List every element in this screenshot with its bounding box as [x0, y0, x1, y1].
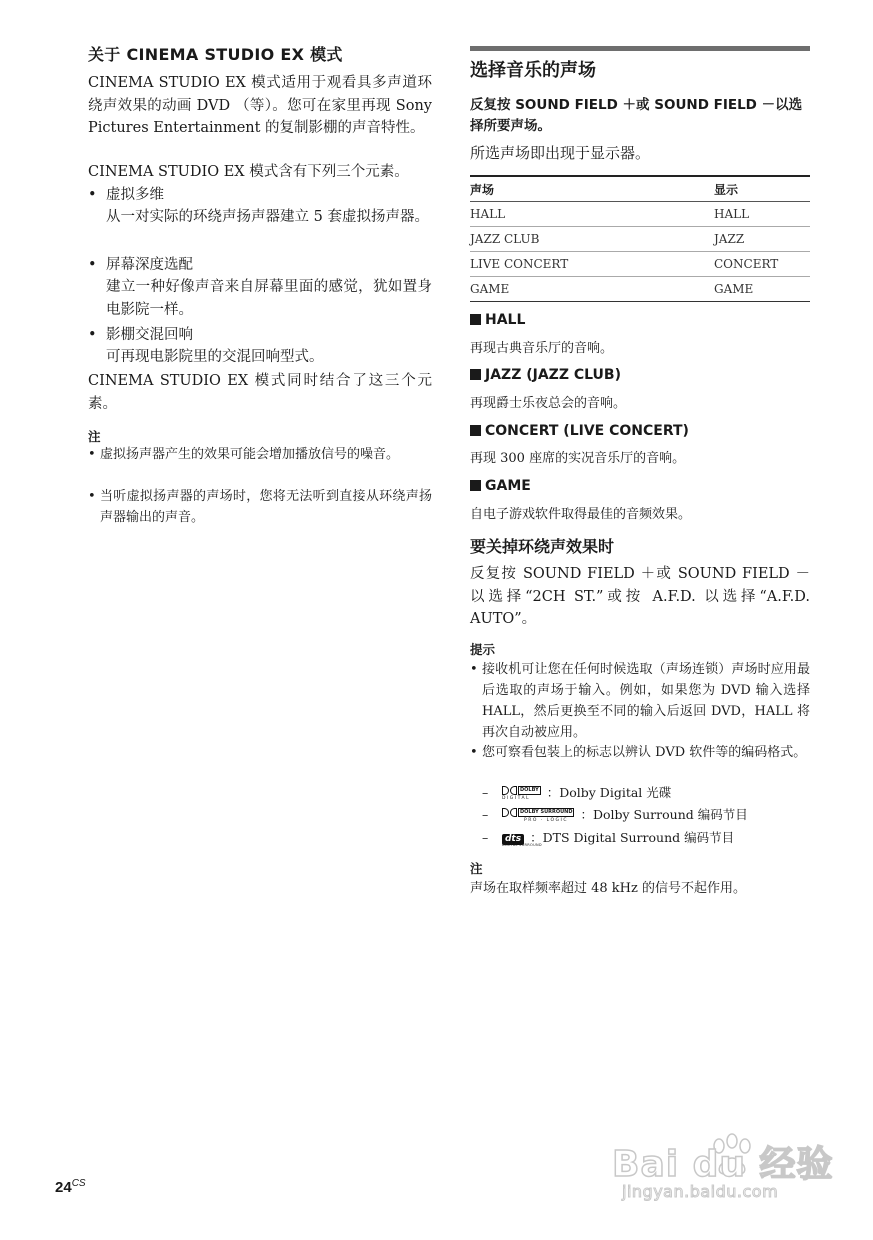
- square-bullet-icon: [470, 369, 481, 380]
- logo-caption: ：Dolby Digital 光碟: [546, 785, 672, 800]
- sound-field-instruction: 反复按 SOUND FIELD ＋或 SOUND FIELD －以选择所要声场。: [470, 97, 803, 134]
- note-heading: 注: [88, 429, 101, 444]
- section-top-bar: [470, 46, 810, 51]
- square-bullet-icon: [470, 314, 481, 325]
- mode-heading-hall: [470, 312, 525, 328]
- dash: –: [482, 785, 489, 800]
- dolby-surround-logo-icon: [502, 808, 575, 823]
- bullet-dot: •: [470, 745, 478, 760]
- cinema-studio-heading: 关于 CINEMA STUDIO EX 模式: [88, 45, 343, 64]
- baidu-watermark: [612, 1128, 832, 1208]
- element-desc: 从一对实际的环绕声扬声器建立 5 套虚拟扬声器。: [106, 209, 429, 225]
- bullet-dot: •: [470, 662, 478, 677]
- table-cell: CONCERT: [714, 252, 810, 277]
- mode-title: HALL: [485, 312, 526, 328]
- table-header-sound-field: 声场: [470, 176, 714, 202]
- cinema-studio-intro: CINEMA STUDIO EX 模式适用于观看具多声道环绕声效果的动画 DVD （等）。您可在家里再现 Sony Pictures Entertainment 的复制影棚的声音特性。: [88, 75, 432, 136]
- mode-title: CONCERT (LIVE CONCERT): [485, 423, 689, 439]
- sound-field-table: [470, 175, 810, 302]
- bullet-dot: •: [88, 447, 96, 462]
- note-text: 虚拟扬声器产生的效果可能会增加播放信号的噪音。: [100, 447, 400, 462]
- cinema-studio-combine: CINEMA STUDIO EX 模式同时结合了这三个元素。: [88, 373, 432, 412]
- mode-desc-concert: 再现 300 座席的实况音乐厅的音响。: [470, 451, 686, 466]
- sound-field-heading: 选择音乐的声场: [470, 60, 596, 81]
- table-cell: LIVE CONCERT: [470, 252, 714, 277]
- table-cell: GAME: [470, 282, 510, 296]
- table-cell: GAME: [714, 282, 754, 296]
- logo-caption: ：Dolby Surround 编码节目: [580, 807, 748, 822]
- tip-text: 接收机可让您在任何时候选取（声场连锁）声场时应用最后选取的声场于输入。例如，如果您为 DVD 输入选择 HALL，然后更换至不同的输入后返回 DVD，HALL 将再次自动被应用。: [482, 662, 810, 740]
- table-header-row: [470, 176, 810, 202]
- table-cell: JAZZ CLUB: [470, 227, 714, 252]
- bullet-dot: •: [88, 187, 97, 203]
- page-number-suffix: CS: [71, 1178, 86, 1189]
- watermark-url: jingyan.baidu.com: [622, 1182, 779, 1201]
- mode-heading-jazz: [470, 367, 621, 383]
- mode-title: GAME: [485, 478, 531, 494]
- table-cell: HALL: [714, 202, 810, 227]
- dolby-digital-logo-icon: [502, 786, 541, 801]
- sound-field-shown-text: 所选声场即出现于显示器。: [470, 144, 651, 162]
- logo-sub-text: DIGITAL: [501, 796, 531, 801]
- double-d-left: [502, 786, 509, 795]
- dash: –: [482, 807, 489, 822]
- tips-heading: 提示: [470, 642, 496, 657]
- mode-desc-jazz: 再现爵士乐夜总会的音响。: [470, 396, 627, 411]
- tip-text: 您可察看包装上的标志以辨认 DVD 软件等的编码格式。: [482, 745, 807, 760]
- mode-desc-game: 自电子游戏软件取得最佳的音频效果。: [470, 507, 692, 522]
- double-d-left: [502, 808, 509, 817]
- table-row: [470, 277, 810, 302]
- note2-heading: 注: [470, 861, 483, 876]
- element-desc: 建立一种好像声音来自屏幕里面的感觉，犹如置身电影院一样。: [106, 279, 432, 318]
- mode-desc-hall: 再现古典音乐厅的音响。: [470, 341, 614, 356]
- page-number: [55, 1178, 86, 1196]
- dash: –: [482, 830, 489, 845]
- logo-caption: ：DTS Digital Surround 编码节目: [530, 830, 735, 845]
- double-d-right: [510, 808, 517, 817]
- table-row: [470, 202, 810, 227]
- cinema-studio-elements-intro: CINEMA STUDIO EX 模式含有下列三个元素。: [88, 164, 409, 180]
- turn-off-heading: 要关掉环绕声效果时: [470, 537, 615, 556]
- logo-box-text: dts: [502, 834, 524, 845]
- element-title: 屏幕深度选配: [106, 257, 193, 273]
- table-cell: HALL: [470, 202, 714, 227]
- mode-heading-concert: [470, 423, 689, 439]
- square-bullet-icon: [470, 425, 481, 436]
- logo-sub-text: PRO · LOGIC: [523, 818, 569, 823]
- note-text: 当听虚拟扬声器的声场时，您将无法听到直接从环绕声扬声器输出的声音。: [100, 489, 432, 525]
- bullet-dot: •: [88, 327, 97, 343]
- element-desc: 可再现电影院里的交混回响型式。: [106, 349, 324, 365]
- double-d-right: [510, 786, 517, 795]
- note2-text: 声场在取样频率超过 48 kHz 的信号不起作用。: [470, 881, 747, 896]
- bullet-dot: •: [88, 257, 97, 273]
- logo-row-dolby-digital: [482, 783, 671, 803]
- logo-box-text: DOLBY SURROUND: [519, 809, 573, 815]
- bullet-dot: •: [88, 489, 96, 504]
- logo-sub-text: DIGITAL SURROUND: [501, 843, 542, 847]
- turn-off-text: 反复按 SOUND FIELD ＋或 SOUND FIELD － 以选择“2CH ST.”或按 A.F.D. 以选择“A.F.D. AUTO”。: [470, 566, 810, 627]
- element-title: 影棚交混回响: [106, 327, 193, 343]
- element-title: 虚拟多维: [106, 187, 164, 203]
- square-bullet-icon: [470, 480, 481, 491]
- page-number-value: 24: [55, 1179, 72, 1196]
- logo-box-text: DOLBY: [519, 787, 539, 793]
- table-row: [470, 252, 810, 277]
- mode-heading-game: [470, 478, 531, 494]
- table-header-display: 显示: [714, 176, 810, 202]
- table-cell: JAZZ: [714, 227, 810, 252]
- logo-row-dolby-surround: [482, 805, 748, 825]
- mode-title: JAZZ (JAZZ CLUB): [485, 367, 621, 383]
- dts-logo-icon: [501, 831, 542, 847]
- watermark-brand: Bai du 经验: [612, 1144, 834, 1185]
- logo-row-dts: [482, 828, 734, 848]
- table-row: [470, 227, 810, 252]
